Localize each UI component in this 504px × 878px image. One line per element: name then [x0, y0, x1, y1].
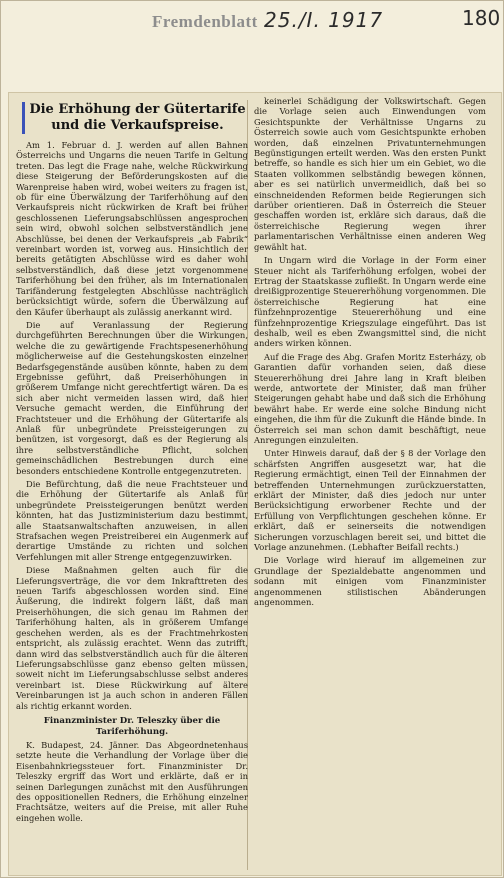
paragraph: Auf die Frage des Abg. Grafen Moritz Esterházy, ob Garantien dafür vorhanden seien, daß diese Steuererhöhung drei Jahre lang in Kraft bleiben werde, antwortete der Minister, daß man früher Steigerungen gehabt habe und daß sich die Erhöhung bewährt habe. Er werde eine solche Bindung nicht eingehen, die ihm für die Zukunft die Hände binde. In Österreich sei man schon damit beschäftigt, neue Anregungen einzuleiten.: [254, 351, 486, 445]
paragraph: Die Vorlage wird hierauf im allgemeinen zur Grundlage der Spezialdebatte angenommen und sodann mit einigen vom Finanzminister angenommenen stilistischen Abänderungen angenommen.: [254, 555, 486, 608]
paragraph: K. Budapest, 24. Jänner. Das Abgeordnetenhaus setzte heute die Verhandlung der Vorlage über die Eisenbahnkriegssteuer fort. Finanzminister Dr. Teleszky ergriff das Wort und erklärte, daß er in seinen Darlegungen zunächst mit den Ausführungen des oppositionellen Redners, die Erhöhung einzelner Frachtsätze, weiters auf die Preise, mit aller Ruhe eingehen wolle.: [16, 739, 248, 823]
paragraph: keinerlei Schädigung der Volkswirtschaft. Gegen die Vorlage seien auch Einwendungen vom Gesichtspunkte der Verhältnisse Ungarns zu Österreich sowie auch vom Gesichtspunkte erhoben worden, daß einzelnen Privatunternehmungen Begünstigungen erteilt werden. Was den ersten Punkt betreffe, so handle es sich hier um ein Gebiet, wo die Staaten vollkommen selbständig bewegen können, aber es sei natürlich unvermeidlich, daß bei so einschneidenden Reformen beide Regierungen sich darüber orientieren. Daß in Österreich die Steuer geschaffen worden ist, erkläre sich daraus, daß die österreichische Regierung wegen ihrer parlamentarischen Verhältnisse einen anderen Weg gewählt hat.: [254, 96, 486, 252]
paragraph: Diese Maßnahmen gelten auch für die Lieferungsverträge, die vor dem Inkrafttreten des neuen Tarifs abgeschlossen worden sind. Eine Äußerung, die indirekt folgern läßt, daß man Preiserhöhungen, die sich genau im Rahmen der Tariferhöhung halten, als in größerem Umfange geschehen werden, als es der Frachtmehrkosten entspricht, als zulässig erachtet. Wenn das zutrifft, dann wird das selbstverständlich auch für die älteren Lieferungsabschlüsse ganz ebenso gelten müssen, soweit nicht im Lieferungsabschlusse selbst anderes vereinbart ist. Diese Rückwirkung auf ältere Vereinbarungen ist ja auch schon in anderen Fällen als richtig erkannt worden.: [16, 565, 248, 711]
left-report-text: [16, 740, 248, 823]
paragraph: Die Befürchtung, daß die neue Frachtsteuer und die Erhöhung der Gütertarife als Anlaß für unbegründete Preissteigerungen benützt werden könnten, hat das Justizministerium dazu bestimmt, alle Staatsanwaltschaften anzuweisen, in allen Strafsachen wegen Preistreiberei ein Augenmerk auf derartige Umstände zu richten und solchen Verfehlungen mit aller Strenge entgegenzuwirken.: [16, 479, 248, 562]
handwritten-page-number: 180: [462, 6, 501, 30]
left-column-text: [16, 140, 248, 711]
report-subheading: Finanzminister Dr. Teleszky über die Tariferhöhung.: [43, 715, 221, 737]
article-headline: Die Erhöhung der Gütertarife und die Verkaufspreise.: [22, 102, 246, 134]
masthead: [0, 4, 504, 44]
paragraph: Unter Hinweis darauf, daß der § 8 der Vorlage den schärfsten Angriffen ausgesetzt war, hat die Regierung ermächtigt, einen Teil der Einnahmen der betreffenden Unternehmungen zurückzuerstatten, erklärt der Minister, daß dies jedoch nur unter Berücksichtigung erworbener Rechte und der Erfüllung von Verpflichtungen geschehen könne. Er erklärt, daß er seinerseits die notwendigen Sicherungen vorzuschlagen bereit sei, und bittet die Vorlage anzunehmen. (Lebhafter Beifall rechts.): [254, 448, 486, 553]
paragraph: Am 1. Februar d. J. werden auf allen Bahnen Österreichs und Ungarns die neuen Tarife in Geltung treten. Das legt die Frage nahe, welche Rückwirkung diese Steigerung der Beförderungskosten auf die Warenpreise haben wird, wobei weiters zu fragen ist, ob für eine Überwälzung der Tariferhöhung auf den Verkaufspreis nicht rückwirken de Kraft bei früher geschlossenen Lieferungsabschlüssen angesprochen sein wird, obwohl solchen selbstverständlich jene Abschlüsse, bei denen der Verkaufspreis „ab Fabrik“ vereinbart worden ist, vorweg aus. Hinsichtlich der bereits getätigten Abschlüsse wird es daher wohl selbstverständlich, daß diese jetzt vorgenommene Tariferhöhung bei den früher, als im Internationalen Tarifänderung festgelegten Abschlüsse nachträglich berücksichtigt würde, sofern die Überwälzung auf den Käufer überhaupt als zulässig anerkannt wird.: [16, 140, 248, 317]
newspaper-title: Fremdenblatt: [152, 12, 258, 31]
handwritten-date: 25./I. 1917: [264, 8, 384, 32]
left-column: [14, 96, 250, 870]
paragraph: In Ungarn wird die Vorlage in der Form einer Steuer nicht als Tariferhöhung erfolgen, wobei der Ertrag der Staatskasse zufließt. In Ungarn werde eine dreißigprozentige Steuererhöhung vorgenommen. Die österreichische Regierung hat eine fünfzehnprozentige Steuererhöhung und eine fünfzehnprozentige Kriegszulage eingeführt. Das ist deshalb, weil es eben Zwangsmittel sind, die nicht anders wirken können.: [254, 255, 486, 349]
right-column-text: [254, 96, 486, 608]
paragraph: Die auf Veranlassung der Regierung durchgeführten Berechnungen über die Wirkungen, welche die zu gewärtigende Frachtspesenerhöhung möglicherweise auf die Gestehungskosten einzelner Bedarfsgegenstände ausüben könnte, haben zu dem Ergebnisse geführt, daß Preiserhöhungen in größerem Umfange nicht gerechtfertigt wären. Da es sich aber nicht vermeiden lassen wird, daß hier Versuche gemacht werden, die Einführung der Frachtsteuer und die Erhöhung der Gütertarife als Anlaß für unbegründete Preissteigerungen zu benützen, ist vorgesorgt, daß es der Regierung als ihre selbstverständliche Pflicht, solchen gemeinschädlichen Bestrebungen durch eine besonders entschiedene Kontrolle entgegenzutreten.: [16, 319, 248, 476]
right-column: [252, 96, 488, 870]
